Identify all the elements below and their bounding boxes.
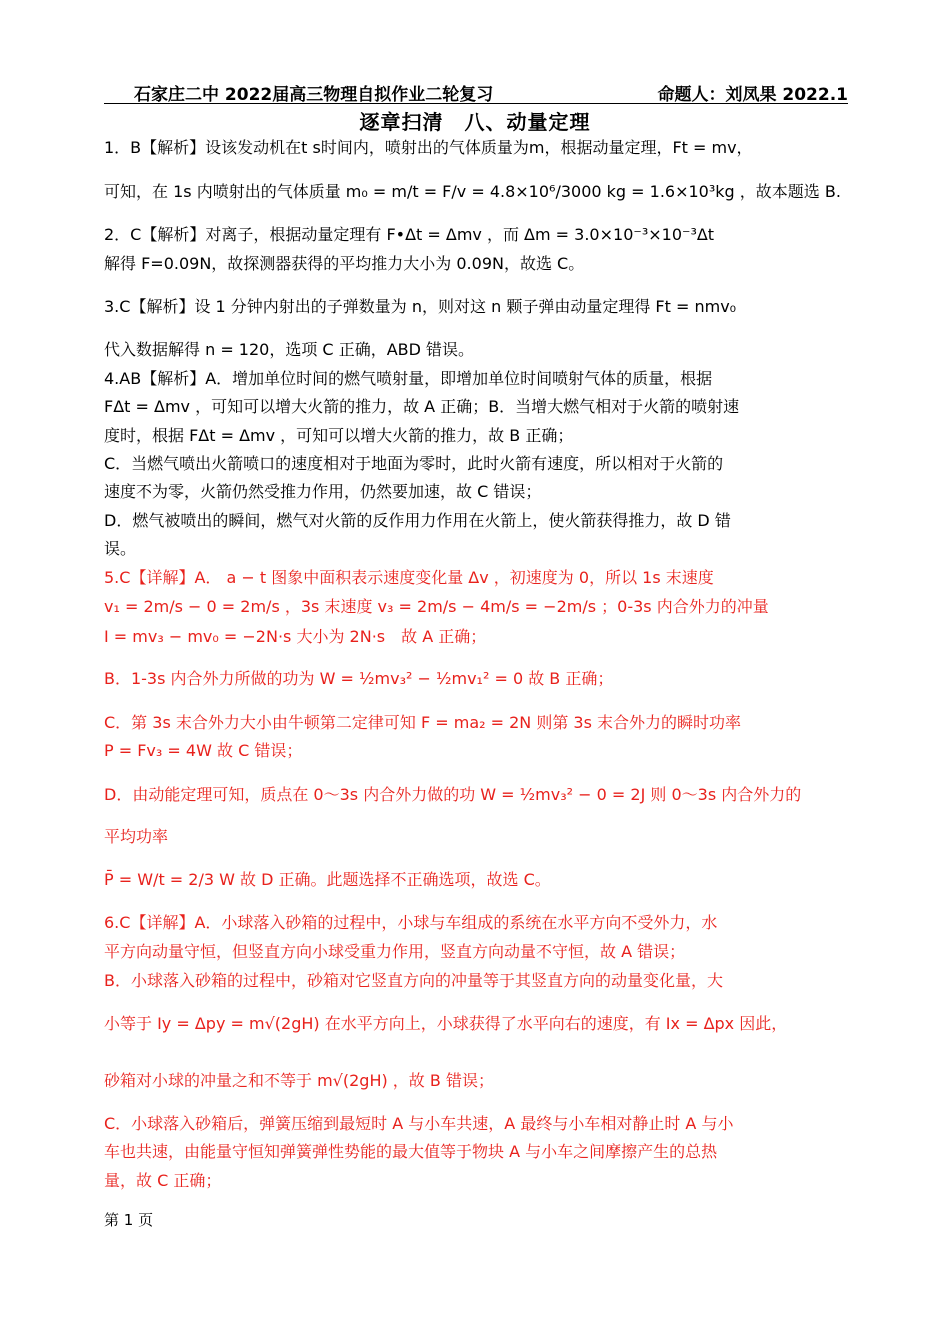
header-left-text: 石家庄二中 2022届高三物理自拟作业二轮复习 [134,85,494,105]
header-right-text: 命题人：刘凤果 2022.1 [657,85,848,105]
text-line: B．小球落入砂箱的过程中，砂箱对它竖直方向的冲量等于其竖直方向的动量变化量，大 [104,971,723,990]
text-line: 4.AB【解析】A．增加单位时间的燃气喷射量，即增加单位时间喷射气体的质量，根据 [104,369,713,388]
text-line: 1．B【解析】设该发动机在t s时间内，喷射出的气体质量为m，根据动量定理，Ft = mv， [104,138,753,157]
text-line: 车也共速，由能量守恒知弹簧弹性势能的最大值等于物块 A 与小车之间摩擦产生的总热 [104,1142,718,1161]
text-line: D．燃气被喷出的瞬间，燃气对火箭的反作用力作用在火箭上，使火箭获得推力，故 D 错 [104,511,731,530]
text-line: I = mv₃ − mv₀ = −2N·s 大小为 2N·s 故 A 正确； [104,627,487,646]
text-line: C．第 3s 末合外力大小由牛顿第二定律可知 F = ma₂ = 2N 则第 3s 末合外力的瞬时功率 [104,713,742,732]
page-header [104,80,848,105]
text-line: 3.C【解析】设 1 分钟内射出的子弹数量为 n，则对这 n 颗子弹由动量定理得 Ft = nmv₀ [104,297,737,316]
text-line: 6.C【详解】A．小球落入砂箱的过程中，小球与车组成的系统在水平方向不受外力，水 [104,913,718,932]
page-number: 第 1 页 [104,1211,154,1229]
text-line: 平均功率 [104,827,169,846]
text-line: 代入数据解得 n = 120，选项 C 正确，ABD 错误。 [104,340,475,359]
text-line: P = Fv₃ = 4W 故 C 错误； [104,741,303,760]
text-line: 误。 [104,539,137,558]
header-rule [104,103,848,104]
text-line: 速度不为零，火箭仍然受推力作用，仍然要加速，故 C 错误； [104,482,542,501]
text-line: FΔt = Δmv ，可知可以增大火箭的推力，故 A 正确；B．当增大燃气相对于火箭的喷射速 [104,397,740,416]
text-line: 度时，根据 FΔt = Δmv ，可知可以增大火箭的推力，故 B 正确； [104,426,574,445]
text-line: 小等于 Iy = Δpy = m√(2gH) 在水平方向上，小球获得了水平向右的速度，有 Ix = Δpx 因此， [104,1014,788,1033]
text-line: 解得 F=0.09N，故探测器获得的平均推力大小为 0.09N，故选 C。 [104,254,585,273]
text-line: C．当燃气喷出火箭喷口的速度相对于地面为零时，此时火箭有速度，所以相对于火箭的 [104,454,724,473]
text-line: 平方向动量守恒，但竖直方向小球受重力作用，竖直方向动量不守恒，故 A 错误； [104,942,686,961]
text-line: 可知，在 1s 内喷射出的气体质量 m₀ = m/t = F/v = 4.8×10⁶/3000 kg = 1.6×10³kg ，故本题选 B. [104,182,841,201]
text-line: P̄ = W/t = 2/3 W 故 D 正确。此题选择不正确选项，故选 C。 [104,870,551,889]
text-line: B．1-3s 内合外力所做的功为 W = ½mv₃² − ½mv₁² = 0 故 B 正确； [104,669,614,688]
text-line: 2．C【解析】对离子，根据动量定理有 F•Δt = Δmv ，而 Δm = 3.0×10⁻³×10⁻³Δt [104,225,715,244]
text-line: 5.C【详解】A． a − t 图象中面积表示速度变化量 Δv ，初速度为 0，所以 1s 末速度 [104,568,714,587]
text-line: D．由动能定理可知，质点在 0～3s 内合外力做的功 W = ½mv₃² − 0 = 2J 则 0～3s 内合外力的 [104,785,802,804]
text-line: 量，故 C 正确； [104,1171,222,1190]
text-line: 砂箱对小球的冲量之和不等于 m√(2gH) ，故 B 错误； [104,1071,494,1090]
section-title: 逐章扫清 八、动量定理 [359,110,591,134]
text-line: C．小球落入砂箱后，弹簧压缩到最短时 A 与小车共速，A 最终与小车相对静止时 A 与小 [104,1114,734,1133]
text-line: v₁ = 2m/s − 0 = 2m/s ，3s 末速度 v₃ = 2m/s − 4m/s = −2m/s ；0-3s 内合外力的冲量 [104,597,769,616]
